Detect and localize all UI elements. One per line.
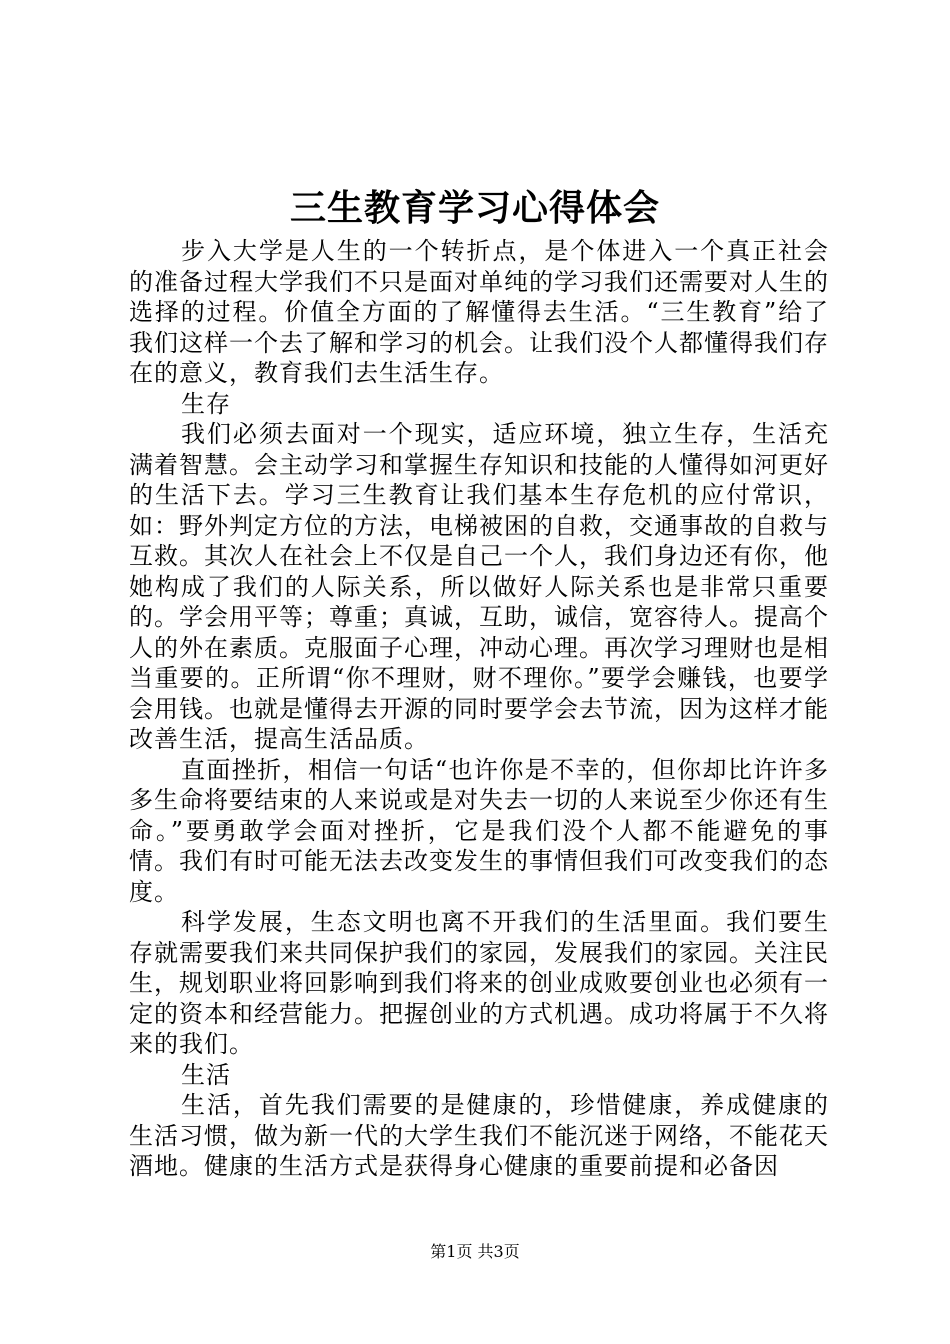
section-heading-life: 生活 — [181, 1060, 231, 1089]
section-heading-survival: 生存 — [181, 389, 231, 418]
page-footer: 第1页 共3页 — [430, 1242, 520, 1261]
paragraph-development: 科学发展，生态文明也离不开我们的生活里面。我们要生存就需要我们来共同保护我们的家园，发展我们的家园。关注民生，规划职业将回影响到我们将来的创业成败要创业也必须有一定的资本和经营能力。把握创业的方式机遇。成功将属于不久将来的我们。 — [129, 908, 829, 1058]
document-body — [129, 236, 829, 1182]
paragraph-intro: 步入大学是人生的一个转折点，是个体进入一个真正社会的准备过程大学我们不只是面对单纯的学习我们还需要对人生的选择的过程。价值全方面的了解懂得去生活。“三生教育”给了我们这样一个去了解和学习的机会。让我们没个人都懂得我们存在的意义，教育我们去生活生存。 — [129, 237, 829, 387]
paragraph-setbacks: 直面挫折，相信一句话“也许你是不幸的，但你却比许许多多生命将要结束的人来说或是对失去一切的人来说至少你还有生命。”要勇敢学会面对挫折，它是我们没个人都不能避免的事情。我们有时可能无法去改变发生的事情但我们可改变我们的态度。 — [129, 755, 829, 906]
page-title: 三生教育学习心得体会 — [289, 187, 660, 229]
paragraph-life: 生活，首先我们需要的是健康的，珍惜健康，养成健康的生活习惯，做为新一代的大学生我们不能沉迷于网络，不能花天酒地。健康的生活方式是获得身心健康的重要前提和必备因 — [129, 1091, 829, 1180]
paragraph-survival: 我们必须去面对一个现实，适应环境，独立生存，生活充满着智慧。会主动学习和掌握生存知识和技能的人懂得如河更好的生活下去。学习三生教育让我们基本生存危机的应付常识，如：野外判定方位的方法，电梯被困的自救，交通事故的自救与互救。其次人在社会上不仅是自己一个人，我们身边还有你，他她构成了我们的人际关系，所以做好人际关系也是非常只重要的。学会用平等；尊重；真诚，互助，诚信，宽容待人。提高个人的外在素质。克服面子心理，冲动心理。再次学习理财也是相当重要的。正所谓“你不理财，财不理你。”要学会赚钱，也要学会用钱。也就是懂得去开源的同时要学会去节流，因为这样才能改善生活，提高生活品质。 — [129, 420, 829, 753]
